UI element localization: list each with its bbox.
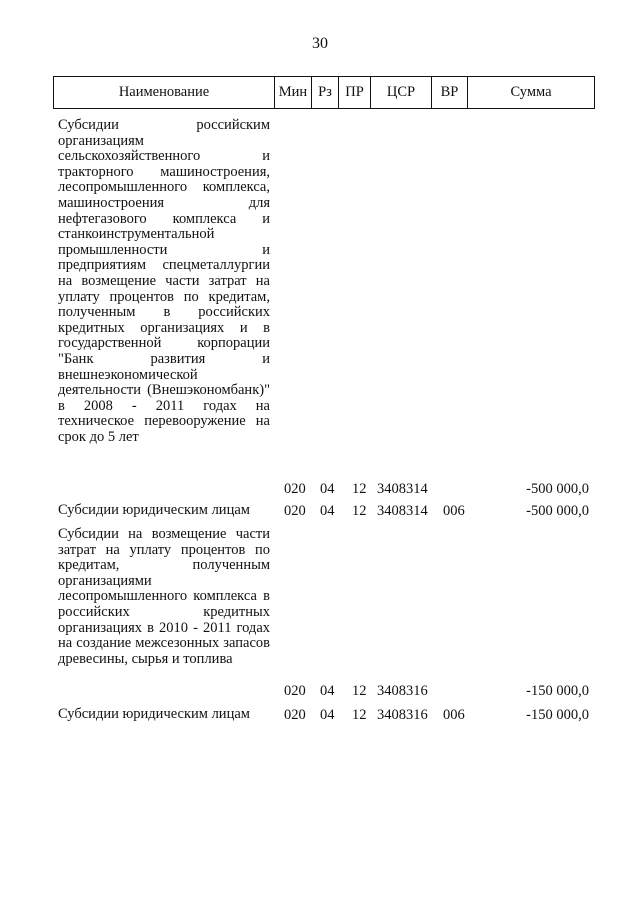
row-sum: -150 000,0: [526, 683, 589, 699]
row-sum: -500 000,0: [526, 481, 589, 497]
row-sum: -500 000,0: [526, 503, 589, 519]
header-name: Наименование: [54, 77, 275, 109]
row-rz: 04: [320, 481, 335, 497]
page-number: 30: [312, 35, 328, 52]
row-pr: 12: [352, 683, 367, 699]
row-min: 020: [284, 503, 306, 519]
row-name: Субсидии на возмещение части затрат на уплату процентов по кредитам, полученным организациями лесопромышленного комплекса в российских кредитных организациях в 2010 - 2011 годах на создание межсезонных запасов древесины, сырья и топлива: [58, 526, 270, 667]
header-sum: Сумма: [468, 77, 595, 109]
row-csr: 3408314: [377, 503, 428, 519]
row-csr: 3408314: [377, 481, 428, 497]
header-min: Мин: [275, 77, 312, 109]
column-header-table: [53, 76, 595, 109]
header-vr: ВР: [432, 77, 468, 109]
row-sum: -150 000,0: [526, 707, 589, 723]
header-pr: ПР: [339, 77, 371, 109]
row-vr: 006: [443, 707, 465, 723]
row-min: 020: [284, 707, 306, 723]
column-header-row: [54, 77, 595, 109]
row-min: 020: [284, 481, 306, 497]
row-name: Субсидии юридическим лицам: [58, 502, 250, 518]
row-pr: 12: [352, 503, 367, 519]
row-csr: 3408316: [377, 683, 428, 699]
header-rz: Рз: [312, 77, 339, 109]
row-pr: 12: [352, 481, 367, 497]
row-rz: 04: [320, 707, 335, 723]
row-min: 020: [284, 683, 306, 699]
row-rz: 04: [320, 503, 335, 519]
row-name: Субсидии юридическим лицам: [58, 706, 250, 722]
row-vr: 006: [443, 503, 465, 519]
header-csr: ЦСР: [371, 77, 432, 109]
row-rz: 04: [320, 683, 335, 699]
row-name: Субсидии российским организациям сельскохозяйственного и тракторного машиностроения, лесопромышленного комплекса, машиностроения для нефтегазового комплекса и станкоинструментальной промышленности и предприятиям спецметаллургии на возмещение части затрат на уплату процентов по кредитам, полученным в российских кредитных организациях и в государственной корпорации "Банк развития и внешнеэкономической деятельности (Внешэкономбанк)" в 2008 - 2011 годах на техническое перевооружение на срок до 5 лет: [58, 117, 270, 445]
row-csr: 3408316: [377, 707, 428, 723]
row-pr: 12: [352, 707, 367, 723]
